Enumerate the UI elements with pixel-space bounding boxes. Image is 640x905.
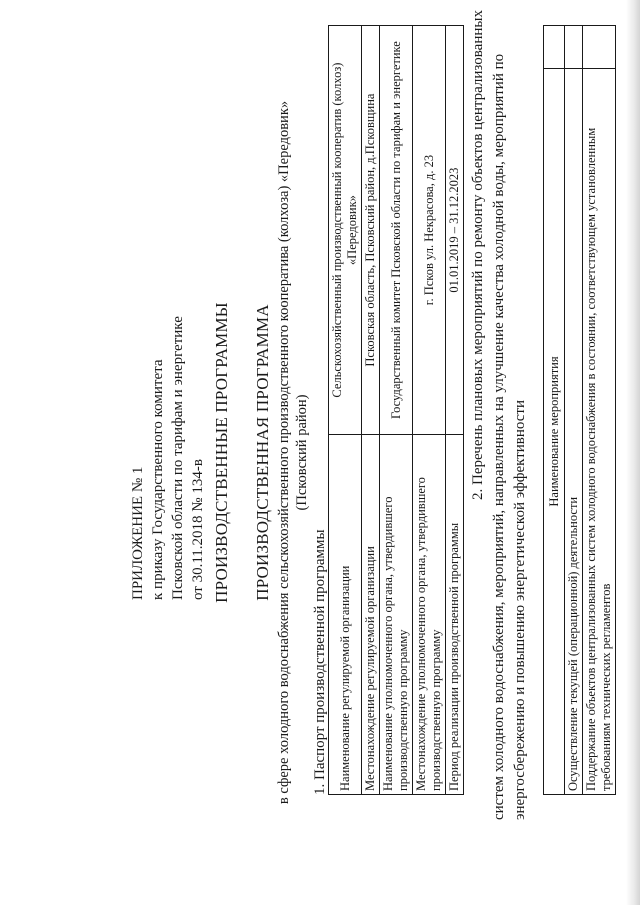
passport-label: Местонахождение уполномоченного органа, утвердившего производственную программу xyxy=(413,435,446,795)
table-row xyxy=(413,26,446,795)
passport-label: Наименование уполномоченного органа, утвердившего производственную программу xyxy=(380,435,413,795)
document-title: ПРОИЗВОДСТВЕННЫЕ ПРОГРАММЫ xyxy=(212,302,231,603)
passport-label: Наименование регулируемой организации xyxy=(329,435,362,795)
passport-value: 01.01.2019 – 31.12.2023 xyxy=(446,26,464,435)
passport-label: Период реализации производственной программы xyxy=(446,435,464,795)
passport-value: г. Псков ул. Некрасова, д. 23 xyxy=(413,26,446,435)
appendix-date: от 30.11.2018 № 134-в xyxy=(190,459,206,600)
measure-item: Поддержание объектов централизованных систем холодного водоснабжения в состоянии, соответствующем установленным требованиям технических регламентов xyxy=(583,69,616,795)
passport-value: Псковская область, Псковский район, д.Псковщина xyxy=(362,26,380,435)
table-row xyxy=(380,26,413,795)
program-title: ПРОИЗВОДСТВЕННАЯ ПРОГРАММА xyxy=(253,304,272,601)
table-row xyxy=(565,26,583,795)
passport-label: Местонахождение регулируемой организации xyxy=(362,435,380,795)
appendix-authority: Псковской области по тарифам и энергетике xyxy=(170,316,186,600)
passport-value: Сельскохозяйственный производственный кооператив (колхоз) «Передовик» xyxy=(329,26,362,435)
measure-item: Осуществление текущей (операционной) деятельности xyxy=(565,69,583,795)
measures-table xyxy=(543,25,616,795)
program-district: (Псковский район) xyxy=(294,394,310,511)
program-scope: в сфере холодного водоснабжения сельскохозяйственного производственного кооператива (колхоза) «Передовик» xyxy=(276,100,292,805)
passport-value: Государственный комитет Псковской области по тарифам и энергетике xyxy=(380,26,413,435)
table-row xyxy=(362,26,380,795)
measures-heading: 2. Перечень плановых мероприятий по ремонту объектов централизованных систем холодного водоснабжения, мероприятий, направленных на улучшение качества холодной воды, мероприятий по энергосбережению и повышению энергетической эффективности xyxy=(470,10,528,820)
appendix-order: к приказу Государственного комитета xyxy=(150,359,166,600)
passport-heading: 1. Паспорт производственной программы xyxy=(312,529,328,795)
table-row xyxy=(583,26,616,795)
table-row xyxy=(446,26,464,795)
table-cell xyxy=(544,26,565,69)
table-row xyxy=(544,26,565,795)
measures-column-header: Наименование мероприятия xyxy=(544,69,565,795)
appendix-block xyxy=(128,316,208,600)
table-row xyxy=(329,26,362,795)
table-cell xyxy=(583,26,616,69)
passport-table xyxy=(328,25,464,795)
appendix-number: ПРИЛОЖЕНИЕ № 1 xyxy=(130,466,146,600)
table-cell xyxy=(565,26,583,69)
